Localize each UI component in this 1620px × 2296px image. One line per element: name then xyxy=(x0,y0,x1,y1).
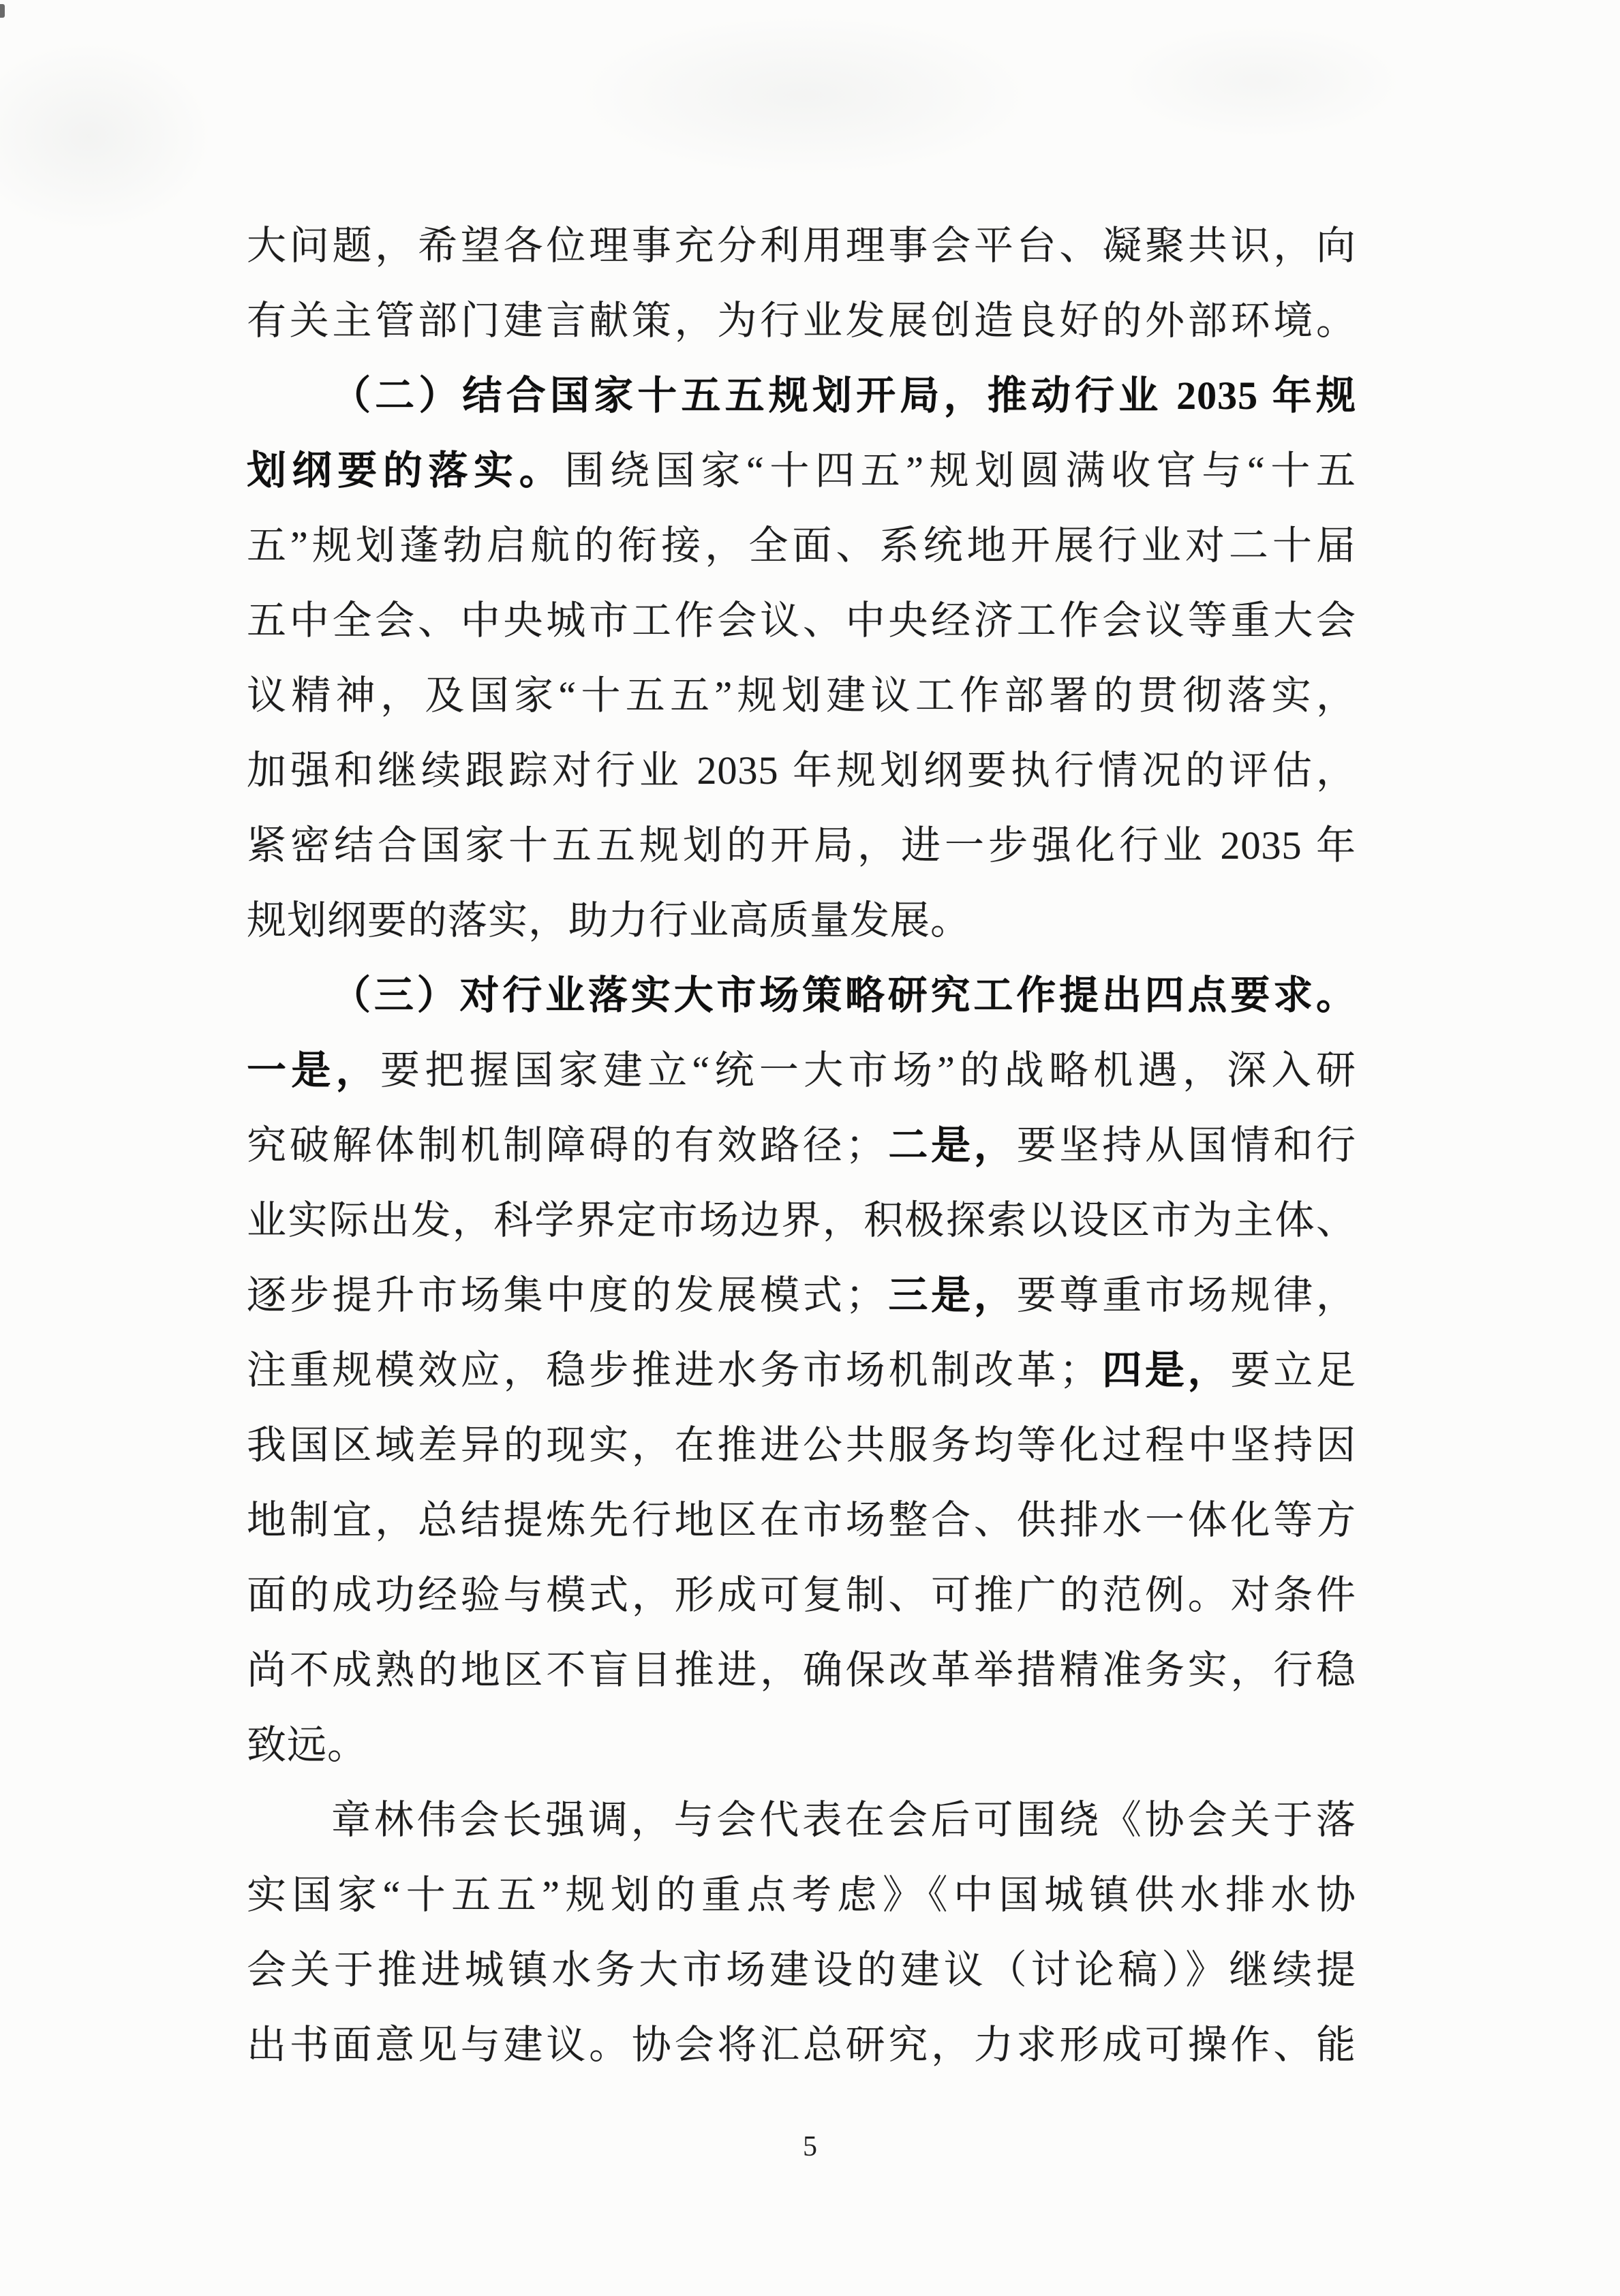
text-line xyxy=(247,1708,1356,1783)
page-number: 5 xyxy=(803,2131,817,2162)
text-line xyxy=(247,658,1356,733)
text-line xyxy=(247,2008,1356,2083)
text-segment: 有关主管部门建言献策，为行业发展创造良好的外部环境。 xyxy=(247,299,1356,343)
text-line xyxy=(247,1558,1356,1633)
text-segment: 实国家“十五五”规划的重点考虑》《中国城镇供水排水协 xyxy=(247,1873,1356,1917)
text-segment: 业实际出发，科学界定市场边界，积极探索以设区市为主体、 xyxy=(247,1198,1356,1242)
text-line xyxy=(247,1858,1356,1933)
bold-text-segment: 一是， xyxy=(247,1048,381,1092)
text-segment: 议精神，及国家“十五五”规划建议工作部署的贯彻落实， xyxy=(247,673,1356,718)
text-segment: 地制宜，总结提炼先行地区在市场整合、供排水一体化等方 xyxy=(247,1498,1356,1542)
text-line xyxy=(247,1183,1356,1258)
scan-artifact-mark xyxy=(0,4,5,18)
text-line xyxy=(247,1408,1356,1483)
document-text xyxy=(247,209,1356,2083)
text-segment: 我国区域差异的现实，在推进公共服务均等化过程中坚持因 xyxy=(247,1423,1356,1467)
bold-text-segment: （三）对行业落实大市场策略研究工作提出四点要求。 xyxy=(331,973,1356,1017)
text-line xyxy=(247,1933,1356,2008)
text-segment: 逐步提升市场集中度的发展模式； xyxy=(247,1273,886,1317)
text-line xyxy=(247,209,1356,284)
text-segment: 大问题，希望各位理事充分利用理事会平台、凝聚共识，向 xyxy=(247,224,1356,268)
bold-text-segment: 四是， xyxy=(1099,1348,1231,1392)
text-line xyxy=(247,583,1356,658)
text-line xyxy=(247,1783,1356,1858)
text-segment: 究破解体制机制障碍的有效路径； xyxy=(247,1123,886,1167)
text-line xyxy=(247,284,1356,358)
text-line xyxy=(247,958,1356,1033)
text-line xyxy=(247,883,1356,958)
text-segment: 五”规划蓬勃启航的衔接，全面、系统地开展行业对二十届 xyxy=(247,523,1356,568)
text-line xyxy=(247,1333,1356,1408)
text-segment: 致远。 xyxy=(247,1723,368,1767)
bold-text-segment: 三是， xyxy=(885,1273,1017,1317)
text-segment: 会关于推进城镇水务大市场建设的建议（讨论稿）》继续提 xyxy=(247,1948,1356,1992)
text-line xyxy=(247,1258,1356,1333)
text-line xyxy=(247,1633,1356,1708)
bold-text-segment: （二）结合国家十五五规划开局，推动行业 2035 年规 xyxy=(331,373,1356,418)
text-segment: 章林伟会长强调，与会代表在会后可围绕《协会关于落 xyxy=(331,1798,1356,1842)
text-segment: 紧密结合国家十五五规划的开局，进一步强化行业 2035 年 xyxy=(247,823,1356,868)
text-line xyxy=(247,1033,1356,1108)
text-segment: 要立足 xyxy=(1230,1348,1356,1392)
text-line xyxy=(247,733,1356,808)
text-segment: 要尊重市场规律， xyxy=(1016,1273,1356,1317)
text-segment: 围绕国家“十四五”规划圆满收官与“十五 xyxy=(564,448,1356,493)
bold-text-segment: 划纲要的落实。 xyxy=(247,448,565,493)
text-segment: 尚不成熟的地区不盲目推进，确保改革举措精准务实，行稳 xyxy=(247,1648,1356,1692)
text-line xyxy=(247,1483,1356,1558)
bold-text-segment: 二是， xyxy=(885,1123,1017,1167)
text-line xyxy=(247,1108,1356,1183)
text-segment: 面的成功经验与模式，形成可复制、可推广的范例。对条件 xyxy=(247,1573,1356,1617)
text-segment: 要坚持从国情和行 xyxy=(1016,1123,1356,1167)
text-segment: 规划纲要的落实，助力行业高质量发展。 xyxy=(247,898,971,943)
text-line xyxy=(247,433,1356,508)
text-line xyxy=(247,358,1356,433)
text-segment: 注重规模效应，稳步推进水务市场机制改革； xyxy=(247,1348,1100,1392)
text-line xyxy=(247,808,1356,883)
text-segment: 要把握国家建立“统一大市场”的战略机遇，深入研 xyxy=(380,1048,1356,1092)
text-segment: 出书面意见与建议。协会将汇总研究，力求形成可操作、能 xyxy=(247,2023,1356,2067)
text-segment: 加强和继续跟踪对行业 2035 年规划纲要执行情况的评估， xyxy=(247,748,1356,793)
text-segment: 五中全会、中央城市工作会议、中央经济工作会议等重大会 xyxy=(247,598,1356,643)
text-line xyxy=(247,508,1356,583)
